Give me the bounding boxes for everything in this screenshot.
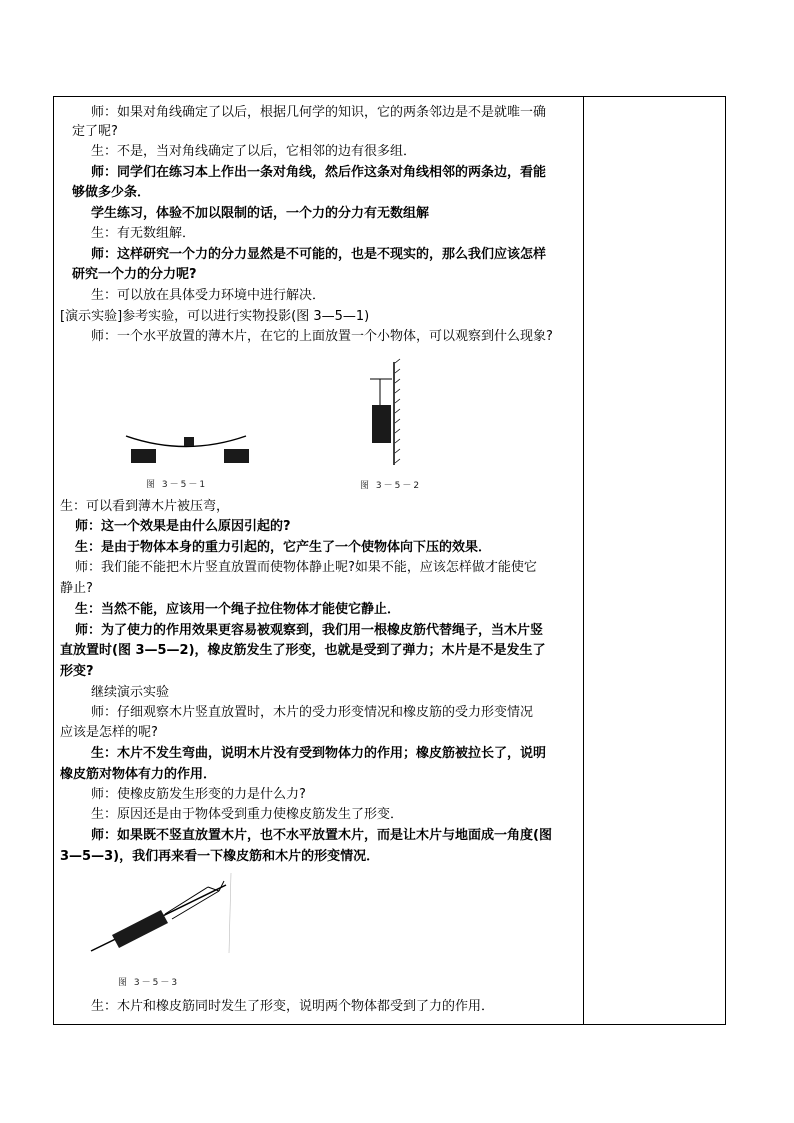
figure-caption: 图 3－5－2 <box>360 481 422 491</box>
text-line: 师：为了使力的作用效果更容易被观察到，我们用一根橡皮筋代替绳子，当木片竖 <box>75 623 544 638</box>
text-line: 师：仔细观察木片竖直放置时，木片的受力形变情况和橡皮筋的受力形变情况 <box>91 705 534 720</box>
text-line: 橡皮筋对物体有力的作用． <box>60 767 217 782</box>
text-line: 生：有无数组解． <box>91 226 196 241</box>
text-line: [演示实验]参考实验，可以进行实物投影(图 3—5—1) <box>60 309 370 324</box>
text-line: 研究一个力的分力呢? <box>72 267 197 282</box>
text-line: 生：是由于物体本身的重力引起的，它产生了一个使物体向下压的效果． <box>75 540 492 555</box>
lesson-table <box>53 96 726 1025</box>
text-line: 够做多少条． <box>72 185 151 200</box>
text-line: 生：不是，当对角线确定了以后，它相邻的边有很多组． <box>91 144 417 159</box>
text-line: 生：当然不能，应该用一个绳子拉住物体才能使它静止． <box>75 602 401 617</box>
text-line: 直放置时(图 3—5—2)，橡皮筋发生了形变，也就是受到了弹力；木片是不是发生了 <box>60 643 546 658</box>
text-line: 静止? <box>60 581 93 596</box>
text-line: 应该是怎样的呢? <box>60 725 158 740</box>
lesson-content-cell <box>54 97 583 1024</box>
figure-3-5-3 <box>88 873 278 955</box>
text-line: 生：可以看到薄木片被压弯， <box>60 499 230 514</box>
text-line: 形变? <box>60 664 94 679</box>
text-line: 定了呢? <box>72 124 118 139</box>
text-line: 师：如果既不竖直放置木片，也不水平放置木片，而是让木片与地面成一角度(图 <box>91 828 552 843</box>
text-line: 师：这一个效果是由什么原因引起的? <box>75 519 291 534</box>
figure-caption: 图 3－5－1 <box>146 480 208 490</box>
figure-3-5-2 <box>354 359 414 469</box>
figure-caption: 图 3－5－3 <box>118 978 180 988</box>
text-line: 师：这样研究一个力的分力显然是不可能的，也是不现实的，那么我们应该怎样 <box>91 247 547 262</box>
text-line: 师：一个水平放置的薄木片，在它的上面放置一个小物体，可以观察到什么现象? <box>91 329 553 344</box>
text-line: 师：我们能不能把木片竖直放置而使物体静止呢?如果不能，应该怎样做才能使它 <box>75 560 537 575</box>
text-line: 学生练习，体验不加以限制的话，一个力的分力有无数组解 <box>91 206 430 221</box>
figure-3-5-1 <box>124 427 264 467</box>
text-line: 师：同学们在练习本上作出一条对角线，然后作这条对角线相邻的两条边，看能 <box>91 165 547 180</box>
text-line: 生：木片不发生弯曲，说明木片没有受到物体力的作用；橡皮筋被拉长了，说明 <box>91 746 547 761</box>
text-line: 生：木片和橡皮筋同时发生了形变，说明两个物体都受到了力的作用． <box>91 999 495 1014</box>
text-line: 师：使橡皮筋发生形变的力是什么力? <box>91 787 306 802</box>
text-line: 生：原因还是由于物体受到重力使橡皮筋发生了形变． <box>91 807 404 822</box>
text-line: 生：可以放在具体受力环境中进行解决． <box>91 288 326 303</box>
text-line: 继续演示实验 <box>91 685 170 700</box>
notes-cell <box>584 97 726 1024</box>
text-line: 师：如果对角线确定了以后，根据几何学的知识，它的两条邻边是不是就唯一确 <box>91 105 547 120</box>
text-line: 3—5—3)，我们再来看一下橡皮筋和木片的形变情况． <box>60 849 380 864</box>
